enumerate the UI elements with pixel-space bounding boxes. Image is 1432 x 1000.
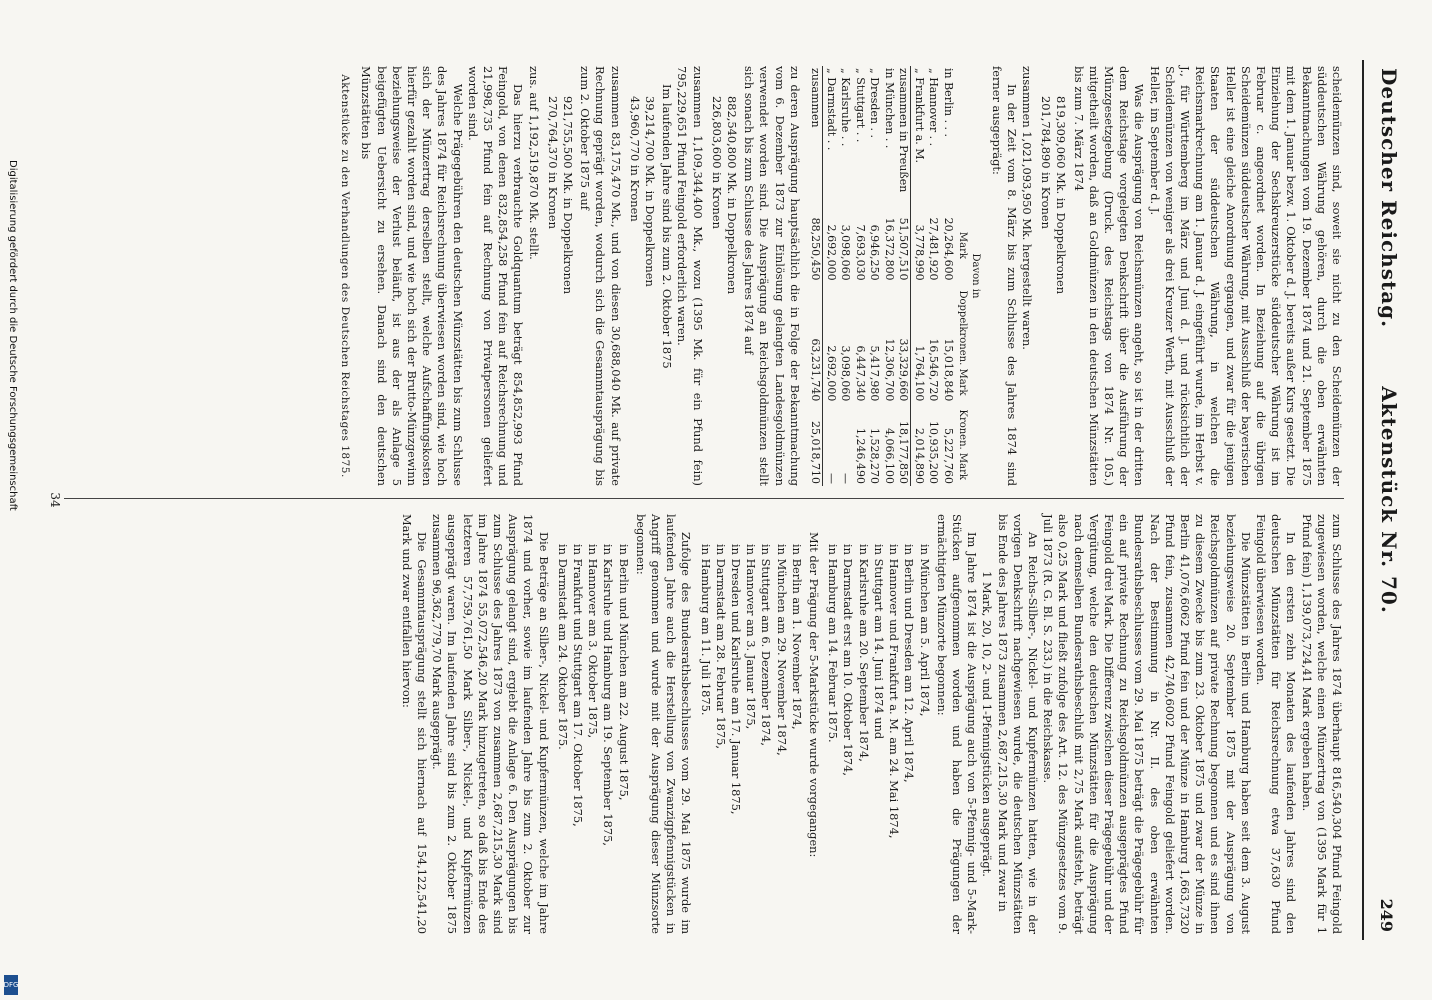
cell-value: 15,018,840 bbox=[941, 338, 955, 402]
row-label: „ Dresden . . bbox=[868, 68, 882, 139]
list-item: in Karlsruhe am 20. September 1874, bbox=[856, 544, 871, 762]
right-column bbox=[399, 514, 1344, 934]
dfg-logo: DFG bbox=[4, 975, 18, 995]
list-item: in Stuttgart am 6. Dezember 1874, bbox=[759, 544, 774, 747]
cell-value: — bbox=[839, 473, 853, 484]
cell-value: 3,778,990 bbox=[912, 224, 926, 281]
paragraph: Mit der Prägung der 5-Markstücke wurde vorgegangen: bbox=[807, 532, 822, 858]
table-row bbox=[911, 66, 926, 486]
left-column bbox=[337, 66, 1344, 486]
header-left: Deutscher Reichstag. bbox=[1377, 68, 1401, 329]
list-item: in Darmstadt am 24. Oktober 1875. bbox=[555, 544, 570, 750]
table-row bbox=[881, 66, 896, 486]
row-label: „ Stuttgart . . bbox=[853, 68, 867, 143]
table-row bbox=[867, 66, 882, 486]
cell-value: 20,264,600 bbox=[941, 217, 955, 281]
cell-value: 6,447,340 bbox=[853, 345, 867, 402]
cell-value: 2,014,890 bbox=[912, 428, 926, 484]
paragraph: zum Schlusse des Jahres 1874 überhaupt 816,540,304 Pfund Feingold zugewiesen worden, welche einen Münzertrag von (1395 Mark für 1 Pfund fein) 1,139,073,724,41 Mark ergeben haben. bbox=[1299, 514, 1344, 934]
paragraph: Das hierzu verbrauchte Goldquantum beträgt 854,852,993 Pfund Feingold, von denen 832,854,258 Pfund fein auf Reichsrechnung und 21,998,735 Pfund fein auf Rechnung von Privatpersonen geliefert worden sind. bbox=[465, 66, 526, 486]
table-row bbox=[940, 66, 955, 486]
amount-list: 39,214,700 Mk. in Doppelkronen 43,960,770 in Kronen bbox=[627, 96, 657, 287]
list-item: in Hannover am 3. Oktober 1875, bbox=[586, 544, 601, 739]
row-label: „ Hannover . . bbox=[927, 68, 941, 147]
list-item: in Dresden und Karlsruhe am 17. Januar 1875, bbox=[729, 544, 744, 815]
list-item: in Berlin und Dresden am 12. April 1874, bbox=[902, 544, 917, 783]
paragraph: Die Gesammtausprägung stellt sich hiernach auf 154,122,541,20 Mark und zwar entfallen hiervon: bbox=[399, 514, 430, 934]
list-item: in Stuttgart am 14. Juni 1874 und bbox=[871, 544, 886, 740]
cell-value: 18,177,850 bbox=[896, 403, 911, 486]
row-label: zusammen in Preußen bbox=[896, 66, 911, 208]
paragraph: Die Münzstätten in Berlin und Hamburg haben seit dem 3. August beziehungsweise 20. September 1875 mit der Ausprägung von Reichsgoldmünzen auf private Rechnung begonnen und es sind ihnen zu diesem Zwecke bis zum 23. Oktober 1875 und zwar der Münze in Berlin 41,076,6062 Pfund fein und der Münze in Hamburg 1,663,7320 Pfund fein, zusammen 42,740,6002 Pfund Feingold geliefert worden. Nach der Bestimmung in Nr. II. des oben erwähnten Bundesrathsbeschlusses vom 29. Mai 1875 beträgt die Prägegebühr für ein auf private Rechnung zu Reichsgoldmünzen ausgeprägtes Pfund Feingold drei Mark. Die Differenz zwischen dieser Prägegebühr und der Vergütung, welche den deutschen Münzstätten für die Ausprägung nach demselben Bundesrathsbeschluß mit 2,75 Mark aufsteht, beträgt also 0,25 Mark und fließt zufolge des Art. 12. des Münzgesetzes vom 9. Juli 1873 (R. G. Bl. S. 233.) in die Reichskasse. bbox=[1041, 514, 1253, 934]
paragraph: zus. auf 1,192,519,870 Mk. stellt. bbox=[526, 66, 541, 260]
list-item: in München am 5. April 1874, bbox=[917, 544, 932, 717]
paragraph: Die Beträge an Silber-, Nickel- und Kupfermünzen, welche im Jahre 1874 und vorher, sowie im laufenden Jahre bis zum 2. Oktober zur Ausprägung gelangt sind, ergiebt die Anlage 6. Den Ausprägungen bis zum Schlusse des Jahres 1873 von zusammen 2,687,215,30 Mark sind im Jahre 1874 55,072,546,20 Mark hinzugetreten, so daß bis Ende des letzteren 57,759,761,50 Mark Silber-, Nickel-, und Kupfermünzen ausgeprägt waren. Im laufenden Jahre sind bis zum 2. Oktober 1875 zusammen 96,362,779,70 Mark ausgeprägt. bbox=[430, 514, 551, 934]
cell-value: 2,692,000 bbox=[824, 345, 838, 402]
paragraph: Im Jahre 1874 ist die Ausprägung auch von 5-Pfennig- und 5-Mark-Stücken aufgenommen worden und haben die Prägungen der ermächtigten Münzorte begonnen: bbox=[934, 514, 980, 934]
list-item: in Darmstadt erst am 10. Oktober 1874, bbox=[841, 544, 856, 777]
list-item: in Hannover am 3. Januar 1875, bbox=[744, 544, 759, 730]
table-caption: Davon in bbox=[970, 253, 982, 299]
cell-value: 1,246,490 bbox=[853, 428, 867, 484]
cell-value: 10,935,200 bbox=[927, 421, 941, 484]
digitization-credit: Digitalisierung gefördert durch die Deutsche Forschungsgemeinschaft bbox=[7, 160, 18, 511]
row-label: in Berlin . . . bbox=[941, 68, 955, 138]
signature-number: 34 bbox=[48, 492, 62, 508]
cell-value: — bbox=[824, 473, 838, 484]
list-item: in Hamburg am 11. Juli 1875. bbox=[698, 544, 713, 716]
cell-value: 6,946,250 bbox=[868, 224, 882, 281]
total-label: zusammen bbox=[808, 66, 823, 208]
header-center: Aktenstück Nr. 70. bbox=[1377, 386, 1401, 614]
cell-value: 1,764,100 bbox=[912, 345, 926, 402]
cell-value: 16,546,720 bbox=[927, 338, 941, 402]
table-header-row: Mark Doppelkronen. Mark Kronen. Mark bbox=[957, 231, 969, 480]
table-total-row bbox=[808, 66, 823, 486]
cell-value: 16,372,800 bbox=[882, 217, 896, 281]
date-list bbox=[555, 544, 631, 934]
paragraph: Im laufenden Jahre sind bis zum 2. Oktober 1875 bbox=[660, 84, 675, 369]
row-label: „ Frankfurt a. M. bbox=[912, 68, 926, 164]
cell-value: 4,066,100 bbox=[882, 428, 896, 484]
paragraph: An Reichs-Silber-, Nickel- und Kupfermünzen hatten, wie in der vorigen Denkschrift nachgewiesen wurde, die deutschen Münzstätten bis Ende des Jahres 1873 zusammen 2,687,215,30 Mark und zwar in bbox=[995, 514, 1040, 934]
cell-value: 3,098,060 bbox=[839, 224, 853, 281]
paragraph: zu deren Ausprägung hauptsächlich die in Folge der Bekanntmachung vom 6. Dezember 1873 zur Einlösung gelangten Landesgoldmünzen verwendet worden sind. Die Ausprägung an Reichsgoldmünzen stellt sich sonach bis zum Schlusse des Jahres 1874 auf bbox=[742, 66, 802, 486]
row-label: in München . . bbox=[882, 68, 896, 149]
total-value: 25,018,710 bbox=[808, 403, 823, 486]
paragraph: Welche Prägegebühren den deutschen Münzstätten bis zum Schlusse des Jahres 1874 für Reichsrechnung überwiesen worden sind, wie hoch sich der Münzertrag derselben stellt, welche Aufschaffungskosten hierfür gezahlt worden sind, und wie hoch sich der Brutto-Münzgewinn beziehungsweise der Verlust beläuft, ist aus der als Anlage 5 beigefügten Uebersicht zu ersehen. Danach sind den deutschen Münzstätten bis bbox=[359, 66, 465, 486]
total-value: 63,231,740 bbox=[808, 283, 823, 404]
list-item: in Karlsruhe und Hamburg am 19. September 1875, bbox=[601, 544, 616, 847]
amount-list: 921,755,500 Mk. in Doppelkronen 270,764,370 in Kronen bbox=[545, 96, 575, 295]
paragraph: zusammen 1,021,093,950 Mk. hergestellt waren. bbox=[1019, 66, 1034, 350]
list-item: in Darmstadt am 28. Februar 1875, bbox=[713, 544, 728, 749]
list-item: in Hamburg am 14. Februar 1875. bbox=[826, 544, 841, 743]
paragraph: 1 Mark, 20, 10, 2- und 1-Pfennigstücken ausgeprägt. bbox=[980, 571, 995, 877]
paragraph: In den ersten zehn Monaten des laufenden Jahres sind den deutschen Münzstätten für Reichsrechnung etwa 37,630 Pfund Feingold überwiesen worden. bbox=[1253, 514, 1299, 934]
paragraph: zusammen 83,175,470 Mk., und von diesen 30,688,040 Mk. auf private Rechnung geprägt worden, wodurch sich die Gesammtausprägung bis zum 2. Oktober 1875 auf bbox=[578, 66, 623, 486]
list-item: in Hannover und Frankfurt a. M. am 24. Mai 1874, bbox=[887, 544, 902, 839]
cell-value: 27,481,920 bbox=[927, 217, 941, 281]
date-list bbox=[697, 544, 803, 934]
paragraph: In der Zeit vom 8. März bis zum Schlusse des Jahres 1874 sind ferner ausgeprägt: bbox=[989, 66, 1019, 486]
cell-value: 2,692,000 bbox=[824, 224, 838, 281]
list-item: in München am 29. November 1874, bbox=[774, 544, 789, 756]
cell-value: 51,507,510 bbox=[896, 208, 911, 282]
paragraph: Zufolge des Bundesrathsbeschlusses vom 29. Mai 1875 wurde im laufenden Jahre auch die Herstellung von Zwanzigpfennigstücken in Angriff genommen und wurde mit der Ausprägung dieser Münzsorte begonnen: bbox=[633, 514, 694, 934]
coinage-table bbox=[808, 66, 970, 486]
table-row bbox=[852, 66, 867, 486]
list-item: in Berlin am 1. November 1874, bbox=[789, 544, 804, 730]
amount-list: 882,540,800 Mk. in Doppelkronen 226,803,600 in Kronen bbox=[709, 96, 740, 295]
cell-value: 5,227,760 bbox=[941, 428, 955, 484]
cell-value: 3,098,060 bbox=[839, 345, 853, 402]
table-row bbox=[823, 66, 838, 486]
page-header bbox=[1362, 60, 1404, 940]
table-row bbox=[926, 66, 941, 486]
cell-value: 1,528,270 bbox=[868, 428, 882, 484]
page-number: 249 bbox=[1377, 898, 1396, 932]
paragraph: scheidemünzen sind, soweit sie nicht zu den Scheidemünzen der süddeutschen Währung gehören, durch die oben erwähnten Bekanntmachungen vom 19. Dezember 1874 und 21. September 1875 mit dem 1. Januar bezw. 1. Oktober d. J. bereits außer Kurs gesetzt. Die Einziehung der Sechskreuzerstücke süddeutscher Währung ist im Februar c. angeordnet worden. In Beziehung auf die übrigen Scheidemünzen süddeutscher Währung, mit Ausschluß der bayerischen Heller ist eine gleiche Anordnung ergangen, und zwar für die jenigen Staaten der süddeutschen Währung, in welchen die Reichsmarkrechnung am 1. Januar d. J. eingeführt wurde, im Herbst v. J., für Württemberg im März und Juni d. J. und rücksichtlich der Scheidemünzen von weniger als drei Kreuzer Werth, mit Ausschluß der Heller, im September d. J. bbox=[1147, 66, 1344, 486]
row-label: „ Darmstadt . . bbox=[824, 68, 838, 151]
paragraph: Was die Ausprägung von Reichsmünzen angeht, so ist in der dritten dem Reichstage vorgelegten Denkschrift über die Ausführung der Münzgesetzgebung (Druck. des Reichstags von 1874 Nr. 105.) mitgetheilt worden, daß an Goldmünzen in den deutschen Münzstätten bis zum 7. März 1874 bbox=[1071, 66, 1147, 486]
column-divider bbox=[64, 498, 1344, 499]
date-list bbox=[825, 544, 931, 934]
list-item: in Berlin und München am 22. August 1875, bbox=[616, 544, 631, 801]
total-value: 88,250,450 bbox=[808, 208, 823, 282]
footer-note: Aktenstücke zu den Verhandlungen des Deutschen Reichstages 1875. bbox=[339, 74, 352, 478]
cell-value: 12,306,700 bbox=[882, 338, 896, 402]
list-item: in Frankfurt und Stuttgart am 17. Oktober 1875, bbox=[571, 544, 586, 827]
table-row bbox=[838, 66, 853, 486]
cell-value: 5,417,980 bbox=[868, 345, 882, 402]
cell-value: 7,693,030 bbox=[853, 224, 867, 281]
table-row bbox=[896, 66, 911, 486]
row-label: „ Karlsruhe . . bbox=[839, 68, 853, 147]
amount-list: 819,309,060 Mk. in Doppelkronen 201,784,890 in Kronen bbox=[1039, 96, 1069, 295]
cell-value: 33,329,660 bbox=[896, 283, 911, 404]
paragraph: zusammen 1,109,344,400 Mk., wozu (1395 Mk. für ein Pfund fein) 795,229,651 Pfund Feingold erforderlich waren. bbox=[675, 66, 705, 486]
